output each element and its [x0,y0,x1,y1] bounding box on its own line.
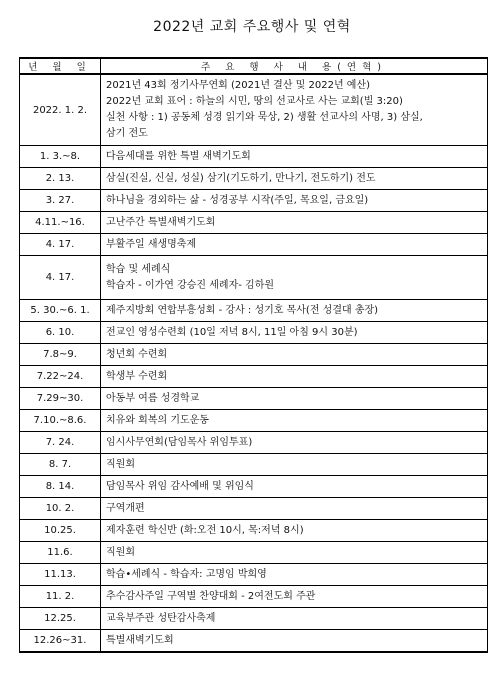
row-content [101,300,488,322]
table-row [20,212,488,234]
table-row [20,564,488,586]
content-line: 청년회 수련회 [106,348,168,360]
row-content [101,322,488,344]
table-row [20,520,488,542]
content-line: 부활주일 새생명축제 [106,238,197,250]
content-line: 직원회 [106,458,135,470]
content-line: 아동부 여름 성경학교 [106,392,200,404]
content-line: 직원회 [106,546,135,558]
row-content [101,432,488,454]
table-row [20,498,488,520]
row-date: 11.13. [20,564,101,586]
row-content [101,344,488,366]
row-content [101,542,488,564]
row-content [101,388,488,410]
row-content [101,498,488,520]
row-date: 7. 24. [20,432,101,454]
row-date: 11. 2. [20,586,101,608]
table-row [20,322,488,344]
table-row [20,630,488,653]
row-date: 7.10.~8.6. [20,410,101,432]
content-line: 전교인 영성수련회 (10일 저녁 8시, 11일 아침 9시 30분) [106,326,358,338]
content-line: 제자훈련 학신반 (화:오전 10시, 목:저녁 8시) [106,524,304,536]
row-content [101,608,488,630]
content-line: 학습자 - 이가연 강승진 세례자- 김하원 [106,279,275,291]
row-date: 2022. 1. 2. [20,74,101,146]
row-date: 8. 14. [20,476,101,498]
table-row [20,74,488,146]
content-line: 하나님을 경외하는 삶 - 성경공부 시작(주일, 목요일, 금요일) [106,194,369,206]
table-header-row [20,58,488,74]
header-date: 년 월 일 [20,58,101,74]
row-content [101,630,488,653]
row-date: 3. 27. [20,190,101,212]
row-date: 5. 30.~6. 1. [20,300,101,322]
row-content [101,146,488,168]
row-date: 11.6. [20,542,101,564]
row-date: 2. 13. [20,168,101,190]
page-title: 2022년 교회 주요행사 및 연혁 [153,19,351,35]
row-date: 6. 10. [20,322,101,344]
table-row [20,608,488,630]
table-row [20,234,488,256]
schedule-table [19,57,488,653]
content-line: 2022년 교회 표어 : 하늘의 시민, 땅의 선교사로 사는 교회(빌 3:20) [106,96,403,107]
content-line: 추수감사주일 구역별 찬양대회 - 2여전도회 주관 [106,590,316,602]
row-date: 12.25. [20,608,101,630]
table-row [20,366,488,388]
content-line: 제주지방회 연합부흥성회 - 강사 : 성기호 목사(전 성결대 총장) [106,304,379,316]
content-line: 치유와 회복의 기도운동 [106,414,209,426]
content-line: 학생부 수련회 [106,370,168,382]
content-line: 임시사무연회(담임목사 위임투표) [106,436,253,448]
row-content [101,410,488,432]
table-row [20,300,488,322]
content-line: 고난주간 특별새벽기도회 [106,216,216,228]
table-row [20,454,488,476]
content-line: 특별새벽기도회 [106,634,174,646]
row-date: 10.25. [20,520,101,542]
row-date: 7.29~30. [20,388,101,410]
row-date: 12.26~31. [20,630,101,653]
table-row [20,410,488,432]
row-content [101,586,488,608]
row-content [101,366,488,388]
row-date: 7.8~9. [20,344,101,366]
content-line: 삼기 전도 [106,128,148,139]
row-date: 4. 17. [20,256,101,300]
table-row [20,542,488,564]
content-line: 2021년 43회 정기사무연회 (2021년 결산 및 2022년 예산) [106,80,371,91]
content-line: 담임목사 위임 감사예배 및 위임식 [106,480,254,492]
header-content: 주 요 행 사 내 용(연혁) [101,58,488,74]
table-row [20,344,488,366]
table-row [20,586,488,608]
table-row [20,256,488,300]
row-content [101,256,488,300]
content-line: 학습•세례식 - 학습자: 고명임 박희영 [106,568,267,580]
row-content [101,234,488,256]
row-content [101,564,488,586]
row-content [101,476,488,498]
row-content [101,454,488,476]
row-date: 4.11.~16. [20,212,101,234]
table-row [20,190,488,212]
row-content [101,212,488,234]
row-date: 8. 7. [20,454,101,476]
table-row [20,388,488,410]
table-row [20,168,488,190]
table-row [20,476,488,498]
row-content [101,168,488,190]
table-row [20,146,488,168]
content-line: 삼실(진실, 신실, 성실) 삼기(기도하기, 만나기, 전도하기) 전도 [106,172,376,184]
row-content [101,190,488,212]
content-line: 실천 사항 : 1) 공동체 성경 읽기와 묵상, 2) 생활 선교사의 사명, 3) 삼실, [106,112,423,123]
table-row [20,432,488,454]
row-date: 10. 2. [20,498,101,520]
content-line: 교육부주관 성탄감사축제 [106,612,216,624]
row-date: 7.22~24. [20,366,101,388]
row-date: 1. 3.~8. [20,146,101,168]
content-line: 다음세대를 위한 특별 새벽기도회 [106,150,251,162]
row-content [101,74,488,146]
row-date: 4. 17. [20,234,101,256]
content-line: 학습 및 세례식 [106,263,171,275]
row-content [101,520,488,542]
content-line: 구역개편 [106,502,145,514]
